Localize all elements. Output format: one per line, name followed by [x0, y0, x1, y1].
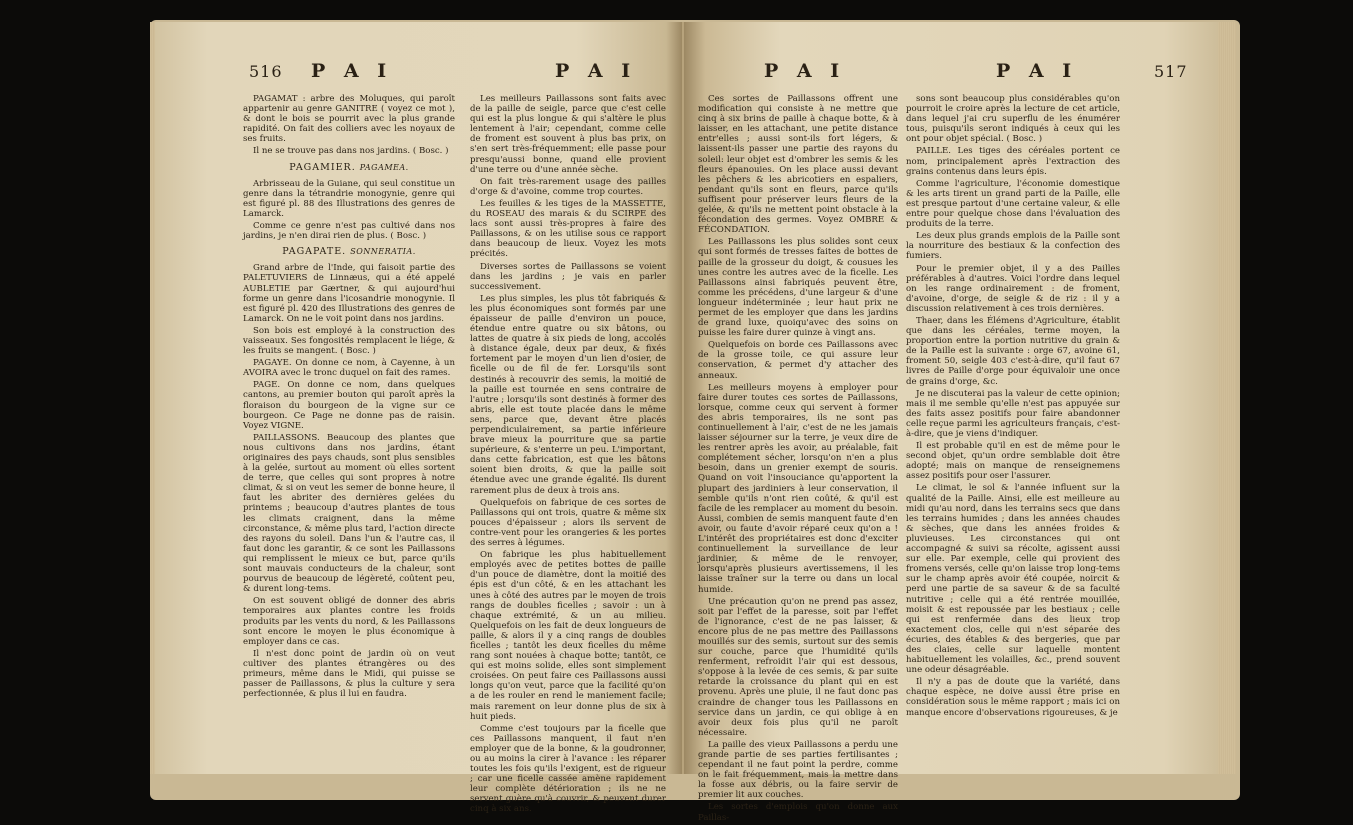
entry-heading-latin: SONNERATIA. [350, 247, 416, 257]
left-column-1 [243, 94, 455, 701]
left-column-2 [470, 94, 666, 817]
paragraph: Arbrisseau de la Guiane, qui seul constitue un genre dans la tétrandrie monogynie, genre qui est figuré pl. 88 des Illustrations des genres de Lamarck. [243, 178, 455, 219]
paragraph: PAILLASSONS. Beaucoup des plantes que nous cultivons dans nos jardins, étant originaires des pays chauds, sont plus sensibles à la gelée, surtout au moment où elles sortent de terre, que celles qui sont propres à notre climat, & si on veut les semer de bonne heure, il faut les abriter des dernières gelées du printems ; beaucoup d'autres plantes de tous les climats craignent, dans la même circonstance, & même plus tard, l'action directe des rayons du soleil. Dans l'un & l'autre cas, il faut donc les garantir, & ce sont les Paillassons qui remplissent le mieux ce but, parce qu'ils sont mauvais conducteurs de la chaleur, sont pourvus de beaucoup de légèreté, coûtent peu, & durent long-tems. [243, 432, 455, 595]
paragraph: Les feuilles & les tiges de la MASSETTE, du ROSEAU des marais & du SCIRPE des lacs sont aussi très-propres à faire des Paillassons, & on les utilise sous ce rapport dans beaucoup de lieux. Voyez les mots précités. [470, 198, 666, 260]
paragraph: Il ne se trouve pas dans nos jardins. ( Bosc. ) [253, 146, 449, 157]
paragraph: Thaer, dans les Élémens d'Agriculture, établit que dans les céréales, terme moyen, la proportion entre la portion nutritive du grain & de la Paille est la suivante : orge 67, avoine 61, froment 50, seigle 403 c'est-à-dire, qu'il faut 67 livres de Paille d'orge pour équivaloir une once de grains d'orge, &c. [906, 315, 1120, 387]
paragraph: Les meilleurs moyens à employer pour faire durer toutes ces sortes de Paillassons, lorsque, comme ceux qui servent à former des abris temporaires, ils ne sont pas continuellement à l'air, c'est de ne les jamais laisser séjourner sur la terre, je veux dire de les rentrer après les avoir, au préalable, fait complétement sécher, lorsqu'on n'en a plus besoin, dans un grenier exempt de souris. Quand on voit l'insouciance qu'apportent la plupart des jardiniers à leur conservation, il semble qu'ils n'ont rien coûté, & qu'il est facile de les remplacer au moment du besoin. Aussi, combien de semis manquent faute d'en avoir, ou faute d'avoir réparé ceux qu'on a ! L'intérêt des propriétaires est donc d'exciter continuellement la surveillance de leur jardinier, & même de le renvoyer, lorsqu'après plusieurs avertissemens, il les laisse traîner sur la terre ou dans un local humide. [698, 382, 898, 595]
paragraph: PAILLE. Les tiges des céréales portent ce nom, principalement après l'extraction des grains contenus dans leurs épis. [906, 146, 1120, 177]
paragraph: Les Paillassons les plus solides sont ceux qui sont formés de tresses faites de bottes de paille de la grosseur du doigt, & cousues les unes contre les autres avec de la ficelle. Les Paillassons ainsi fabriqués peuvent être, comme les précédens, d'une largeur & d'une longueur indéterminée ; leur haut prix ne permet de les employer que dans les jardins de grand luxe, quoiqu'avec des soins on puisse les faire durer quinze à vingt ans. [698, 237, 898, 339]
right-page-header [684, 60, 1218, 90]
left-page [155, 22, 684, 815]
paragraph: Pour le premier objet, il y a des Pailles préférables à d'autres. Voici l'ordre dans lequel on les range ordinairement : de froment, d'avoine, d'orge, de seigle & de riz : il y a discussion relativement à ces trois dernières. [906, 263, 1120, 314]
paragraph: Quelquefois on fabrique de ces sortes de Paillassons qui ont trois, quatre & même six pouces d'épaisseur ; alors ils servent de contre-vent pour les orangeries & les portes des serres à légumes. [470, 497, 666, 549]
left-running-title-2: P A I [555, 60, 637, 82]
paragraph: Ces sortes de Paillassons offrent une modification qui consiste à ne mettre que cinq à six brins de paille à chaque botte, & à laisser, en les attachant, une petite distance entr'elles ; aussi sont-ils fort légers, & laissent-ils passer une partie des rayons du soleil: leur objet est d'ombrer les semis & les fleurs épanouies. On les place aussi devant les pêchers & les abricotiers en espaliers, pendant qu'ils sont en fleurs, parce qu'ils suffisent pour préserver leurs fleurs de la gelée, & qu'ils ne mettent point obstacle à la fécondation des germes. Voyez OMBRE & FÉCONDATION. [698, 94, 898, 236]
paragraph: La paille des vieux Paillassons a perdu une grande partie de ses parties fertilisantes ; cependant il ne faut point la perdre, comme on le fait fréquemment, mais la mettre dans la fosse aux débris, ou la faire servir de premier lit aux couches. [698, 739, 898, 801]
left-page-header [155, 60, 682, 90]
left-page-number: 516 [249, 62, 283, 81]
right-running-title-2: P A I [996, 60, 1078, 82]
right-column-1 [698, 94, 898, 825]
paragraph: Il est probable qu'il en est de même pour le second objet, qu'un ordre semblable doit être adopté; mais on manque de renseignemens assez positifs pour oser l'assurer. [906, 441, 1120, 482]
left-running-title: P A I [311, 60, 393, 82]
paragraph: Comme l'agriculture, l'économie domestique & les arts tirent un grand parti de la Paille, elle est presque partout d'une certaine valeur, & elle entre pour quelque chose dans l'évaluation des produits de la terre. [906, 178, 1120, 230]
paragraph: Il n'y a pas de doute que la variété, dans chaque espèce, ne doive aussi être prise en considération sous le même rapport ; mais ici on manque encore d'observations rigoureuses, & je [906, 677, 1120, 718]
right-column-2 [906, 94, 1120, 720]
paragraph: PAGAYE. On donne ce nom, à Cayenne, à un AVOIRA avec le tronc duquel on fait des rames. [243, 358, 455, 379]
paragraph: Les plus simples, les plus tôt fabriqués & les plus économiques sont formés par une épaisseur de paille d'environ un pouce, étendue entre quatre ou six bâtons, ou lattes de quatre à six pieds de long, accolés à distance égale, deux par deux, & fixés fortement par le moyen d'un lien d'osier, de ficelle ou de fil de fer. Lorsqu'ils sont destinés à recouvrir des semis, la moitié de la paille est tournée en sens contraire de l'autre ; lorsqu'ils sont destinés à former des abris, elle est toute placée dans le même sens, parce que, devant être placés perpendiculairement, sa partie inférieure brave mieux la pourriture que sa partie supérieure, & s'enterre un peu. L'important, dans cette fabrication, est que les bâtons soient bien droits, & que la paille soit étendue avec une grande égalité. Ils durent rarement plus de deux à trois ans. [470, 293, 666, 496]
entry-heading-text: PAGAPATE. [282, 246, 347, 258]
page-edge-right [1218, 22, 1236, 774]
paragraph: Grand arbre de l'Inde, qui faisoit partie des PALETUVIERS de Linnæus, qui a été appelé AUBLETIE par Gærtner, & qui aujourd'hui forme un genre dans l'icosandrie monogynie. Il est figuré pl. 420 des Illustrations des genres de Lamarck. On ne le voit point dans nos jardins. [243, 263, 455, 324]
paragraph: Une précaution qu'on ne prend pas assez, soit par l'effet de la paresse, soit par l'effet de l'ignorance, c'est de ne pas laisser, & encore plus de ne pas mettre des Paillassons mouillés sur des semis, surtout sur des semis sur couche, parce que l'humidité qu'ils renferment, refroidit l'air qui est dessous, s'oppose à la levée de ces semis, & par suite retarde la croissance du plant qui en est provenu. Après une pluie, il ne faut donc pas craindre de changer tous les Paillassons en service dans un jardin, ce qui oblige à en avoir deux fois plus qu'il ne paroît nécessaire. [698, 596, 898, 738]
entry-heading-text: PAGAMIER. [289, 161, 356, 173]
entry-heading [243, 247, 455, 257]
paragraph: On fabrique les plus habituellement employés avec de petites bottes de paille d'un pouce de diamètre, dont la moitié des épis est d'un côté, & en les attachant les unes à côté des autres par le moyen de trois rangs de doubles ficelles ; savoir : un à chaque extrémité, & un au milieu. Quelquefois on les fait de deux longueurs de paille, & alors il y a cinq rangs de doubles ficelles ; tantôt les deux ficelles du même rang sont nouées à chaque botte; tantôt, ce qui est moins solide, elles sont simplement croisées. On peut faire ces Paillassons aussi longs qu'on veut, parce que la facilité qu'on a de les rouler en rend le maniement facile; mais rarement on leur donne plus de six à huit pieds. [470, 550, 666, 722]
entry-heading [243, 163, 455, 173]
paragraph: On est souvent obligé de donner des abris temporaires aux plantes contre les froids produits par les vents du nord, & les Paillassons sont encore le moyen le plus économique à employer dans ce cas. [243, 596, 455, 647]
right-page [684, 22, 1218, 823]
paragraph: On fait très-rarement usage des pailles d'orge & d'avoine, comme trop courtes. [470, 176, 666, 197]
right-running-title: P A I [764, 60, 846, 82]
paragraph: PAGAMAT : arbre des Moluques, qui paroît appartenir au genre GANITRE ( voyez ce mot ), & dont le bois se pourrit avec la plus grande rapidité. On fait des colliers avec les noyaux de ses fruits. [243, 94, 455, 145]
paragraph: Quelquefois on borde ces Paillassons avec de la grosse toile, ce qui assure leur conservation, & permet d'y attacher des anneaux. [698, 340, 898, 381]
paragraph: Le climat, le sol & l'année influent sur la qualité de la Paille. Ainsi, elle est meilleure au midi qu'au nord, dans les terrains secs que dans les terrains humides ; dans les années chaudes & sèches, que dans les années froides & pluvieuses. Les circonstances qui ont accompagné & suivi sa récolte, agissent aussi sur elle. Par exemple, celle qui provient des fromens versés, celle qu'on laisse trop long-tems sur le champ après avoir été coupée, noircit & perd une partie de sa saveur & de sa faculté nutritive ; celle qui a été rentrée mouillée, moisit & est repoussée par les bestiaux ; celle qui est renfermée dans des lieux trop exactement clos, celle qui n'est séparée des écuries, des étables & des bergeries, que par des claies, celle sur laquelle montent habituellement les volailles, &c., prend souvent une odeur désagréable. [906, 483, 1120, 676]
paragraph: Diverses sortes de Paillassons se voient dans les jardins ; je vais en parler successivement. [470, 261, 666, 292]
paragraph: PAGE. On donne ce nom, dans quelques cantons, au premier bouton qui paroît après la floraison du bourgeon de la vigne sur ce bourgeon. Ce Page ne donne pas de raisin. Voyez VIGNE. [243, 380, 455, 431]
paragraph: sons sont beaucoup plus considérables qu'on pourroit le croire après la lecture de cet article, dans lequel j'ai cru superflu de les énumérer tous, puisqu'ils seront indiqués à ceux qui les ont pour objet spécial. ( Bosc. ) [906, 94, 1120, 145]
paragraph: Son bois est employé à la construction des vaisseaux. Ses fongosités remplacent le liége, & les fruits se mangent. ( Bosc. ) [243, 325, 455, 357]
paragraph: Comme c'est toujours par la ficelle que ces Paillassons manquent, il faut n'en employer que de la bonne, & la goudronner, ou au moins la cirer à l'avance : les réparer toutes les fois qu'ils l'exigent, est de rigueur ; car une ficelle cassée amène rapidement leur complète détérioration ; ils ne ne servent guère qu'à couvrir, & peuvent durer cinq à six ans. [470, 723, 666, 815]
paragraph: Les deux plus grands emplois de la Paille sont la nourriture des bestiaux & la confection des fumiers. [906, 231, 1120, 262]
paragraph: Comme ce genre n'est pas cultivé dans nos jardins, je n'en dirai rien de plus. ( Bosc. ) [243, 221, 455, 242]
paragraph: Il n'est donc point de jardin où on veut cultiver des plantes étrangères ou des primeurs, même dans le Midi, qui puisse se passer de Paillassons, & plus la culture y sera perfectionnée, & plus il lui en faudra. [243, 648, 455, 700]
paragraph: Les meilleurs Paillassons sont faits avec de la paille de seigle, parce que c'est celle qui est la plus longue & qui s'altère le plus lentement à l'air; cependant, comme celle de froment est souvent à plus bas prix, on s'en sert très-fréquemment; elle passe pour presqu'aussi bonne, quand elle provient d'une terre ou d'une année sèche. [470, 94, 666, 175]
paragraph: Je ne discuterai pas la valeur de cette opinion; mais il me semble qu'elle n'est pas appuyée sur des faits assez positifs pour faire abandonner celle reçue parmi les agriculteurs français, c'est-à-dire, que je viens d'indiquer. [906, 388, 1120, 439]
right-page-number: 517 [1154, 62, 1188, 81]
paragraph: Les sortes d'emplois qu'on donne aux Paillas- [698, 802, 898, 823]
entry-heading-latin: PAGAMEA. [359, 162, 409, 172]
